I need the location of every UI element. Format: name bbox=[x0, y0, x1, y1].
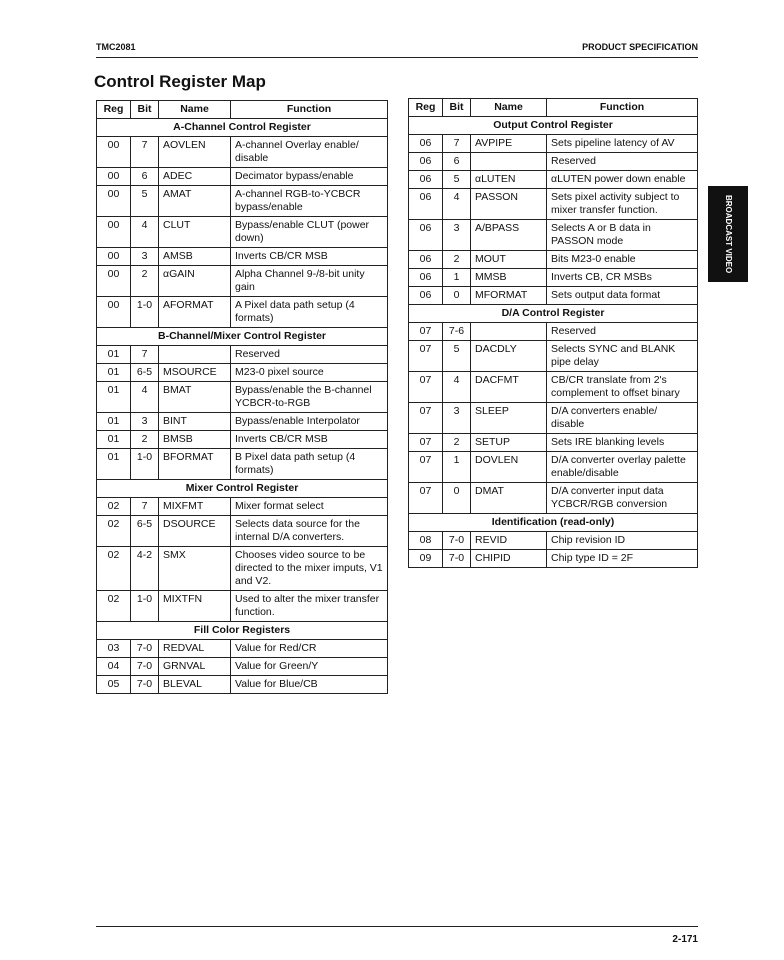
function-cell: Sets pipeline latency of AV bbox=[547, 135, 698, 153]
function-cell: CB/CR translate from 2's complement to offset binary bbox=[547, 372, 698, 403]
name-cell: MIXFMT bbox=[159, 498, 231, 516]
register-row bbox=[409, 550, 698, 568]
column-header-reg: Reg bbox=[409, 99, 443, 117]
section-header-row bbox=[97, 622, 388, 640]
name-cell: AOVLEN bbox=[159, 137, 231, 168]
function-cell: αLUTEN power down enable bbox=[547, 171, 698, 189]
function-cell: Bits M23-0 enable bbox=[547, 251, 698, 269]
bit-cell: 4 bbox=[443, 189, 471, 220]
reg-cell: 02 bbox=[97, 516, 131, 547]
register-row bbox=[97, 449, 388, 480]
bit-cell: 5 bbox=[443, 341, 471, 372]
footer-rule bbox=[96, 926, 698, 927]
function-cell: Selects data source for the internal D/A converters. bbox=[231, 516, 388, 547]
function-cell: Inverts CB/CR MSB bbox=[231, 431, 388, 449]
name-cell: BINT bbox=[159, 413, 231, 431]
column-header-reg: Reg bbox=[97, 101, 131, 119]
function-cell: Mixer format select bbox=[231, 498, 388, 516]
name-cell: DACDLY bbox=[471, 341, 547, 372]
bit-cell: 7-0 bbox=[443, 532, 471, 550]
register-row bbox=[409, 532, 698, 550]
function-cell: Used to alter the mixer transfer function. bbox=[231, 591, 388, 622]
reg-cell: 00 bbox=[97, 266, 131, 297]
reg-cell: 00 bbox=[97, 168, 131, 186]
reg-cell: 08 bbox=[409, 532, 443, 550]
name-cell: αLUTEN bbox=[471, 171, 547, 189]
section-header-row bbox=[409, 305, 698, 323]
bit-cell: 7-6 bbox=[443, 323, 471, 341]
name-cell bbox=[471, 153, 547, 171]
name-cell: A/BPASS bbox=[471, 220, 547, 251]
bit-cell: 1-0 bbox=[131, 591, 159, 622]
name-cell: REDVAL bbox=[159, 640, 231, 658]
register-row bbox=[97, 413, 388, 431]
function-cell: Inverts CB/CR MSB bbox=[231, 248, 388, 266]
bit-cell: 6 bbox=[131, 168, 159, 186]
name-cell: REVID bbox=[471, 532, 547, 550]
register-row bbox=[97, 498, 388, 516]
register-row bbox=[409, 323, 698, 341]
bit-cell: 7-0 bbox=[131, 640, 159, 658]
table-header-row bbox=[97, 101, 388, 119]
function-cell: Selects A or B data in PASSON mode bbox=[547, 220, 698, 251]
name-cell: BMAT bbox=[159, 382, 231, 413]
column-header-name: Name bbox=[159, 101, 231, 119]
section-tab-label: BROADCAST VIDEO bbox=[723, 194, 733, 274]
name-cell: MMSB bbox=[471, 269, 547, 287]
register-row bbox=[97, 591, 388, 622]
name-cell: BLEVAL bbox=[159, 676, 231, 694]
register-row bbox=[97, 382, 388, 413]
reg-cell: 00 bbox=[97, 297, 131, 328]
name-cell: SLEEP bbox=[471, 403, 547, 434]
function-cell: Sets output data format bbox=[547, 287, 698, 305]
register-row bbox=[409, 341, 698, 372]
reg-cell: 07 bbox=[409, 341, 443, 372]
register-row bbox=[97, 217, 388, 248]
bit-cell: 7 bbox=[443, 135, 471, 153]
register-row bbox=[409, 251, 698, 269]
bit-cell: 4 bbox=[131, 217, 159, 248]
function-cell: A Pixel data path setup (4 formats) bbox=[231, 297, 388, 328]
name-cell: MSOURCE bbox=[159, 364, 231, 382]
bit-cell: 2 bbox=[443, 251, 471, 269]
register-row bbox=[97, 676, 388, 694]
function-cell: B Pixel data path setup (4 formats) bbox=[231, 449, 388, 480]
reg-cell: 02 bbox=[97, 547, 131, 591]
section-header-row bbox=[97, 328, 388, 346]
name-cell: MIXTFN bbox=[159, 591, 231, 622]
section-header-row bbox=[409, 117, 698, 135]
bit-cell: 4 bbox=[131, 382, 159, 413]
function-cell: D/A converter input data YCBCR/RGB conversion bbox=[547, 483, 698, 514]
name-cell: MFORMAT bbox=[471, 287, 547, 305]
name-cell: SETUP bbox=[471, 434, 547, 452]
bit-cell: 2 bbox=[131, 266, 159, 297]
register-row bbox=[409, 220, 698, 251]
reg-cell: 06 bbox=[409, 135, 443, 153]
name-cell: ADEC bbox=[159, 168, 231, 186]
reg-cell: 00 bbox=[97, 248, 131, 266]
bit-cell: 7-0 bbox=[131, 658, 159, 676]
function-cell: Value for Green/Y bbox=[231, 658, 388, 676]
reg-cell: 07 bbox=[409, 483, 443, 514]
function-cell: Bypass/enable the B-channel YCBCR-to-RGB bbox=[231, 382, 388, 413]
name-cell: αGAIN bbox=[159, 266, 231, 297]
section-title: Identification (read-only) bbox=[409, 514, 698, 532]
register-row bbox=[409, 171, 698, 189]
column-header-function: Function bbox=[547, 99, 698, 117]
register-row bbox=[409, 452, 698, 483]
page-title: Control Register Map bbox=[94, 72, 266, 91]
register-row bbox=[409, 434, 698, 452]
bit-cell: 7 bbox=[131, 346, 159, 364]
bit-cell: 7-0 bbox=[131, 676, 159, 694]
reg-cell: 02 bbox=[97, 498, 131, 516]
register-row bbox=[409, 189, 698, 220]
function-cell: Sets IRE blanking levels bbox=[547, 434, 698, 452]
function-cell: Chooses video source to be directed to the mixer imputs, V1 and V2. bbox=[231, 547, 388, 591]
reg-cell: 02 bbox=[97, 591, 131, 622]
reg-cell: 00 bbox=[97, 217, 131, 248]
bit-cell: 0 bbox=[443, 287, 471, 305]
bit-cell: 3 bbox=[443, 220, 471, 251]
reg-cell: 06 bbox=[409, 189, 443, 220]
function-cell: Value for Red/CR bbox=[231, 640, 388, 658]
name-cell bbox=[159, 346, 231, 364]
section-title: Fill Color Registers bbox=[97, 622, 388, 640]
column-header-bit: Bit bbox=[131, 101, 159, 119]
function-cell: A-channel RGB-to-YCBCR bypass/enable bbox=[231, 186, 388, 217]
function-cell: Sets pixel activity subject to mixer transfer function. bbox=[547, 189, 698, 220]
reg-cell: 01 bbox=[97, 382, 131, 413]
table-header-row bbox=[409, 99, 698, 117]
name-cell: AFORMAT bbox=[159, 297, 231, 328]
reg-cell: 07 bbox=[409, 403, 443, 434]
reg-cell: 07 bbox=[409, 434, 443, 452]
register-row bbox=[97, 547, 388, 591]
register-table-left bbox=[96, 100, 388, 694]
function-cell: Chip type ID = 2F bbox=[547, 550, 698, 568]
register-row bbox=[97, 137, 388, 168]
register-row bbox=[409, 287, 698, 305]
name-cell: DOVLEN bbox=[471, 452, 547, 483]
reg-cell: 01 bbox=[97, 346, 131, 364]
function-cell: Alpha Channel 9-/8-bit unity gain bbox=[231, 266, 388, 297]
doc-part-number: TMC2081 bbox=[96, 42, 136, 52]
section-title: Mixer Control Register bbox=[97, 480, 388, 498]
name-cell: MOUT bbox=[471, 251, 547, 269]
reg-cell: 01 bbox=[97, 431, 131, 449]
bit-cell: 6-5 bbox=[131, 516, 159, 547]
bit-cell: 7-0 bbox=[443, 550, 471, 568]
reg-cell: 01 bbox=[97, 449, 131, 480]
bit-cell: 1-0 bbox=[131, 449, 159, 480]
reg-cell: 07 bbox=[409, 323, 443, 341]
name-cell: DMAT bbox=[471, 483, 547, 514]
name-cell: AVPIPE bbox=[471, 135, 547, 153]
register-row bbox=[97, 186, 388, 217]
register-row bbox=[97, 346, 388, 364]
function-cell: Reserved bbox=[547, 153, 698, 171]
header-rule bbox=[96, 57, 698, 58]
register-row bbox=[97, 431, 388, 449]
name-cell: CHIPID bbox=[471, 550, 547, 568]
function-cell: Inverts CB, CR MSBs bbox=[547, 269, 698, 287]
bit-cell: 4 bbox=[443, 372, 471, 403]
register-row bbox=[409, 483, 698, 514]
register-table-right bbox=[408, 98, 698, 568]
bit-cell: 6 bbox=[443, 153, 471, 171]
page-number: 2-171 bbox=[672, 934, 698, 945]
column-header-bit: Bit bbox=[443, 99, 471, 117]
section-header-row bbox=[409, 514, 698, 532]
reg-cell: 01 bbox=[97, 364, 131, 382]
register-row bbox=[97, 168, 388, 186]
name-cell: DACFMT bbox=[471, 372, 547, 403]
register-row bbox=[409, 403, 698, 434]
register-row bbox=[97, 658, 388, 676]
function-cell: Decimator bypass/enable bbox=[231, 168, 388, 186]
reg-cell: 07 bbox=[409, 452, 443, 483]
reg-cell: 00 bbox=[97, 186, 131, 217]
bit-cell: 5 bbox=[443, 171, 471, 189]
bit-cell: 3 bbox=[131, 413, 159, 431]
function-cell: D/A converters enable/ disable bbox=[547, 403, 698, 434]
reg-cell: 06 bbox=[409, 269, 443, 287]
reg-cell: 01 bbox=[97, 413, 131, 431]
register-row bbox=[97, 248, 388, 266]
name-cell: GRNVAL bbox=[159, 658, 231, 676]
function-cell: Bypass/enable CLUT (power down) bbox=[231, 217, 388, 248]
reg-cell: 06 bbox=[409, 153, 443, 171]
register-row bbox=[97, 640, 388, 658]
name-cell: SMX bbox=[159, 547, 231, 591]
register-row bbox=[97, 364, 388, 382]
name-cell bbox=[471, 323, 547, 341]
bit-cell: 3 bbox=[443, 403, 471, 434]
bit-cell: 2 bbox=[131, 431, 159, 449]
section-header-row bbox=[97, 119, 388, 137]
name-cell: AMAT bbox=[159, 186, 231, 217]
reg-cell: 05 bbox=[97, 676, 131, 694]
register-row bbox=[97, 266, 388, 297]
function-cell: D/A converter overlay palette enable/disable bbox=[547, 452, 698, 483]
name-cell: AMSB bbox=[159, 248, 231, 266]
section-title: D/A Control Register bbox=[409, 305, 698, 323]
name-cell: PASSON bbox=[471, 189, 547, 220]
function-cell: Bypass/enable Interpolator bbox=[231, 413, 388, 431]
function-cell: Selects SYNC and BLANK pipe delay bbox=[547, 341, 698, 372]
reg-cell: 06 bbox=[409, 220, 443, 251]
section-title: Output Control Register bbox=[409, 117, 698, 135]
name-cell: BMSB bbox=[159, 431, 231, 449]
function-cell: A-channel Overlay enable/ disable bbox=[231, 137, 388, 168]
bit-cell: 5 bbox=[131, 186, 159, 217]
bit-cell: 3 bbox=[131, 248, 159, 266]
bit-cell: 2 bbox=[443, 434, 471, 452]
bit-cell: 4-2 bbox=[131, 547, 159, 591]
section-tab bbox=[708, 186, 748, 282]
function-cell: Reserved bbox=[231, 346, 388, 364]
reg-cell: 07 bbox=[409, 372, 443, 403]
name-cell: DSOURCE bbox=[159, 516, 231, 547]
reg-cell: 06 bbox=[409, 171, 443, 189]
column-header-name: Name bbox=[471, 99, 547, 117]
section-title: A-Channel Control Register bbox=[97, 119, 388, 137]
reg-cell: 06 bbox=[409, 287, 443, 305]
bit-cell: 0 bbox=[443, 483, 471, 514]
register-row bbox=[97, 297, 388, 328]
function-cell: M23-0 pixel source bbox=[231, 364, 388, 382]
register-row bbox=[97, 516, 388, 547]
reg-cell: 06 bbox=[409, 251, 443, 269]
reg-cell: 04 bbox=[97, 658, 131, 676]
function-cell: Reserved bbox=[547, 323, 698, 341]
bit-cell: 1-0 bbox=[131, 297, 159, 328]
function-cell: Value for Blue/CB bbox=[231, 676, 388, 694]
function-cell: Chip revision ID bbox=[547, 532, 698, 550]
bit-cell: 7 bbox=[131, 137, 159, 168]
register-row bbox=[409, 372, 698, 403]
reg-cell: 09 bbox=[409, 550, 443, 568]
reg-cell: 00 bbox=[97, 137, 131, 168]
register-row bbox=[409, 269, 698, 287]
bit-cell: 1 bbox=[443, 452, 471, 483]
section-header-row bbox=[97, 480, 388, 498]
name-cell: BFORMAT bbox=[159, 449, 231, 480]
section-title: B-Channel/Mixer Control Register bbox=[97, 328, 388, 346]
bit-cell: 7 bbox=[131, 498, 159, 516]
name-cell: CLUT bbox=[159, 217, 231, 248]
bit-cell: 1 bbox=[443, 269, 471, 287]
column-header-function: Function bbox=[231, 101, 388, 119]
register-row bbox=[409, 135, 698, 153]
bit-cell: 6-5 bbox=[131, 364, 159, 382]
register-row bbox=[409, 153, 698, 171]
reg-cell: 03 bbox=[97, 640, 131, 658]
doc-category: PRODUCT SPECIFICATION bbox=[582, 42, 698, 52]
